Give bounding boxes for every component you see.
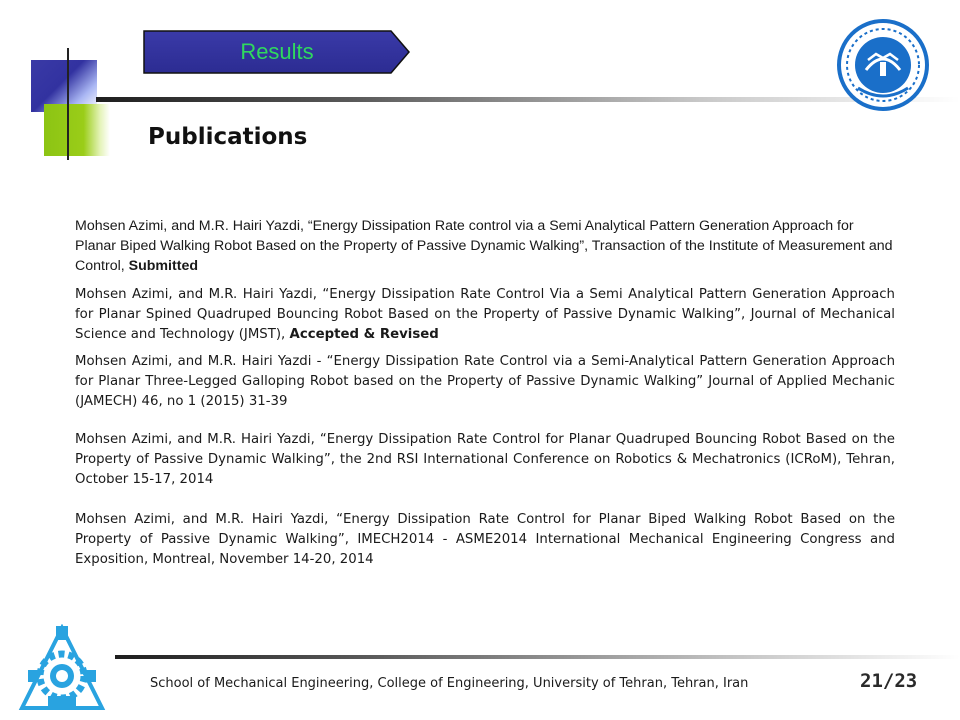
publication-venue: IMECH2014 - ASME2014 International Mechanical Engineering Congress and Exposition, Montreal, November 14-20, 2014	[75, 532, 895, 567]
publication-venue: Transaction of the Institute of Measurement and Control,	[75, 238, 893, 274]
publication-authors: Mohsen Azimi, and M.R. Hairi Yazdi -	[75, 354, 322, 369]
decorative-green-block	[44, 104, 110, 156]
publication-authors: Mohsen Azimi, and M.R. Hairi Yazdi,	[75, 432, 315, 447]
school-of-mechanical-engineering-logo	[18, 624, 106, 716]
publication-status: Accepted & Revised	[289, 327, 439, 342]
publication-title: “Energy Dissipation Rate Control for Planar Biped Walking Robot Based on the Property of Passive Dynamic Walking”,	[75, 512, 895, 547]
section-label: Results	[240, 39, 314, 64]
page-title: Publications	[148, 124, 308, 150]
publication-item	[75, 216, 895, 276]
publication-item	[75, 352, 895, 412]
publication-item	[75, 430, 895, 490]
publication-venue: Journal of Applied Mechanic (JAMECH) 46, no 1 (2015) 31-39	[75, 374, 895, 409]
publication-authors: Mohsen Azimi, and M.R. Hairi Yazdi,	[75, 218, 304, 234]
footer-institution: School of Mechanical Engineering, College of Engineering, University of Tehran, Tehran, Iran	[150, 676, 749, 691]
publication-title: “Energy Dissipation Rate Control via a Semi-Analytical Pattern Generation Approach for Planar Three-Legged Galloping Robot based on the Property of Passive Dynamic Walking”	[75, 354, 895, 389]
page-number: 21/23	[860, 670, 918, 692]
publication-title: “Energy Dissipation Rate Control for Planar Quadruped Bouncing Robot Based on the Property of Passive Dynamic Walking”,	[75, 432, 895, 467]
publication-item	[75, 285, 895, 345]
footer-divider	[115, 655, 960, 659]
publication-authors: Mohsen Azimi, and M.R. Hairi Yazdi,	[75, 287, 317, 302]
publication-title: “Energy Dissipation Rate control via a Semi Analytical Pattern Generation Approach for Planar Biped Walking Robot Based on the Property of Passive Dynamic Walking”,	[75, 218, 854, 254]
publication-title: “Energy Dissipation Rate Control Via a Semi Analytical Pattern Generation Approach for Planar Spined Quadruped Bouncing Robot Based on the Property of Passive Dynamic Walking”,	[75, 287, 895, 322]
header-divider	[96, 97, 960, 102]
publication-item	[75, 510, 895, 570]
publication-authors: Mohsen Azimi, and M.R. Hairi Yazdi,	[75, 512, 329, 527]
publication-venue: the 2nd RSI International Conference on Robotics & Mechatronics (ICRoM), Tehran, October 15-17, 2014	[75, 452, 895, 487]
decorative-vertical-line	[67, 48, 69, 160]
university-of-tehran-logo	[836, 18, 930, 112]
publication-venue: Journal of Mechanical Science and Technology (JMST),	[75, 307, 895, 342]
publication-status: Submitted	[128, 258, 198, 274]
